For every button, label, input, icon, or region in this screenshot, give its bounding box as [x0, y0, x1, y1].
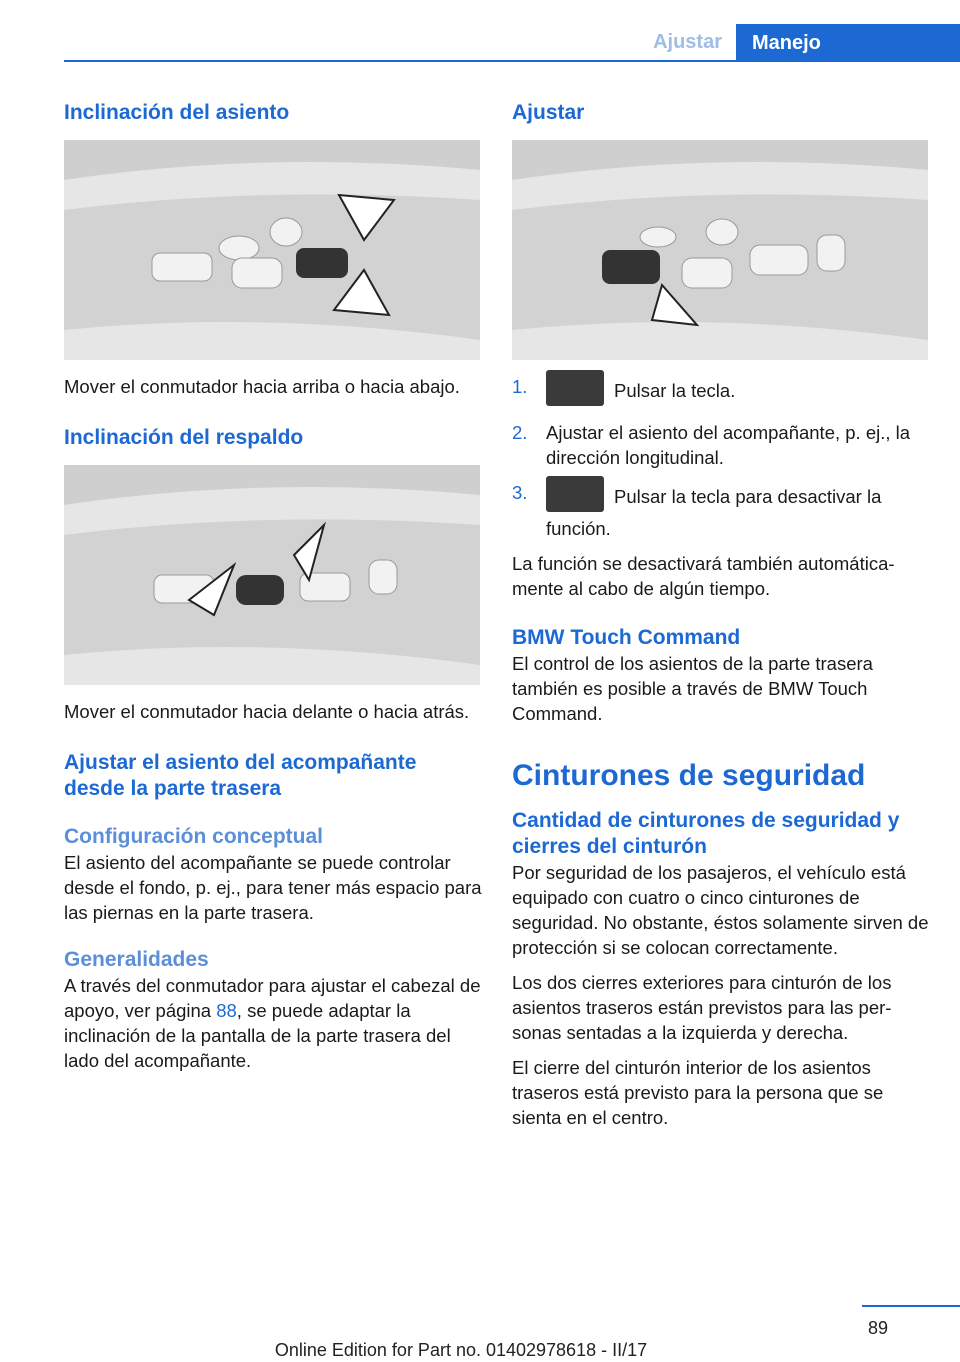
backrest-tilt-text: Mover el conmutador hacia delante o hacia atrás. — [64, 701, 470, 722]
general-text-part1: A través del conmutador para ajustar el cabezal de apoyo, ver página — [64, 975, 481, 1021]
step-item — [512, 420, 930, 470]
touch-command-text: El control de los asientos de la parte trasera también es posible a través de BMW Touch Command. — [512, 653, 873, 724]
step-text: Pulsar la tecla. — [614, 379, 736, 401]
seat-tilt-text: Mover el conmutador hacia arriba o hacia abajo. — [64, 376, 460, 397]
heading-touch-command: BMW Touch Command — [512, 626, 741, 649]
heading-seat-tilt: Inclinación del asiento — [64, 101, 290, 124]
heading-adjust-passenger-seat: Ajustar el asiento del acompañante desde la parte trasera — [64, 751, 417, 800]
concept-text: El asiento del acompañante se puede controlar desde el fondo, p. ej., para tener más espacio para las piernas en la parte trasera. — [64, 852, 482, 923]
belt-safety-text: Por seguridad de los pasajeros, el vehículo está equipado con cuatro o cinco cinturones de seguridad. No obstante, éstos solamente sirven de protección si se colocan correctamente. — [512, 862, 929, 958]
step-item — [512, 374, 930, 410]
page-number: 89 — [867, 1318, 888, 1338]
header-rule — [64, 60, 960, 62]
step-text: Pulsar la tecla para desactivar la función. — [546, 485, 882, 539]
rear-seat-key-icon — [546, 370, 604, 406]
backrest-tilt-image — [64, 465, 480, 685]
step-text: Ajustar el asiento del acompañante, p. ej., la dirección longitudinal. — [546, 422, 911, 468]
auto-off-text: La función se desactivará también automáticamente al cabo de algún tiempo. — [512, 553, 895, 599]
step-item — [512, 480, 930, 541]
heading-concept: Configuración conceptual — [64, 825, 324, 848]
tab-ajustar[interactable]: Ajustar — [653, 31, 722, 53]
heading-backrest-tilt: Inclinación del respaldo — [64, 426, 304, 449]
step-number: 1. — [512, 376, 528, 397]
edition-footer: Online Edition for Part no. 01402978618 - II/17 — [274, 1340, 648, 1360]
page-link[interactable]: 88 — [216, 1000, 237, 1021]
general-text-part2: , se puede adaptar la inclinación de la pantalla de la parte trasera del lado del acompañante. — [64, 1000, 451, 1071]
heading-general: Generalidades — [64, 948, 209, 971]
step-number: 2. — [512, 422, 528, 443]
heading-belt-count: Cantidad de cinturones de seguridad y cierres del cinturón — [512, 809, 900, 858]
tab-manejo[interactable]: Manejo — [736, 24, 960, 62]
steps-list — [512, 374, 930, 541]
center-buckle-text: El cierre del cinturón interior de los asientos traseros está previsto para la persona que se sienta en el centro. — [512, 1057, 884, 1128]
footer-rule — [862, 1305, 960, 1307]
header — [64, 24, 960, 62]
step-number: 3. — [512, 482, 528, 503]
rear-seat-key-icon — [546, 476, 604, 512]
left-column — [64, 100, 482, 1073]
rear-seat-button-image — [512, 140, 928, 360]
right-column — [512, 100, 930, 1130]
general-text — [64, 973, 482, 1073]
heading-seat-belts: Cinturones de seguridad — [512, 759, 866, 792]
heading-adjust: Ajustar — [512, 101, 585, 124]
seat-tilt-image — [64, 140, 480, 360]
outer-buckles-text: Los dos cierres exteriores para cinturón de los asientos traseros están previstos para las personas sentadas a la izquierda y derecha. — [512, 972, 892, 1043]
